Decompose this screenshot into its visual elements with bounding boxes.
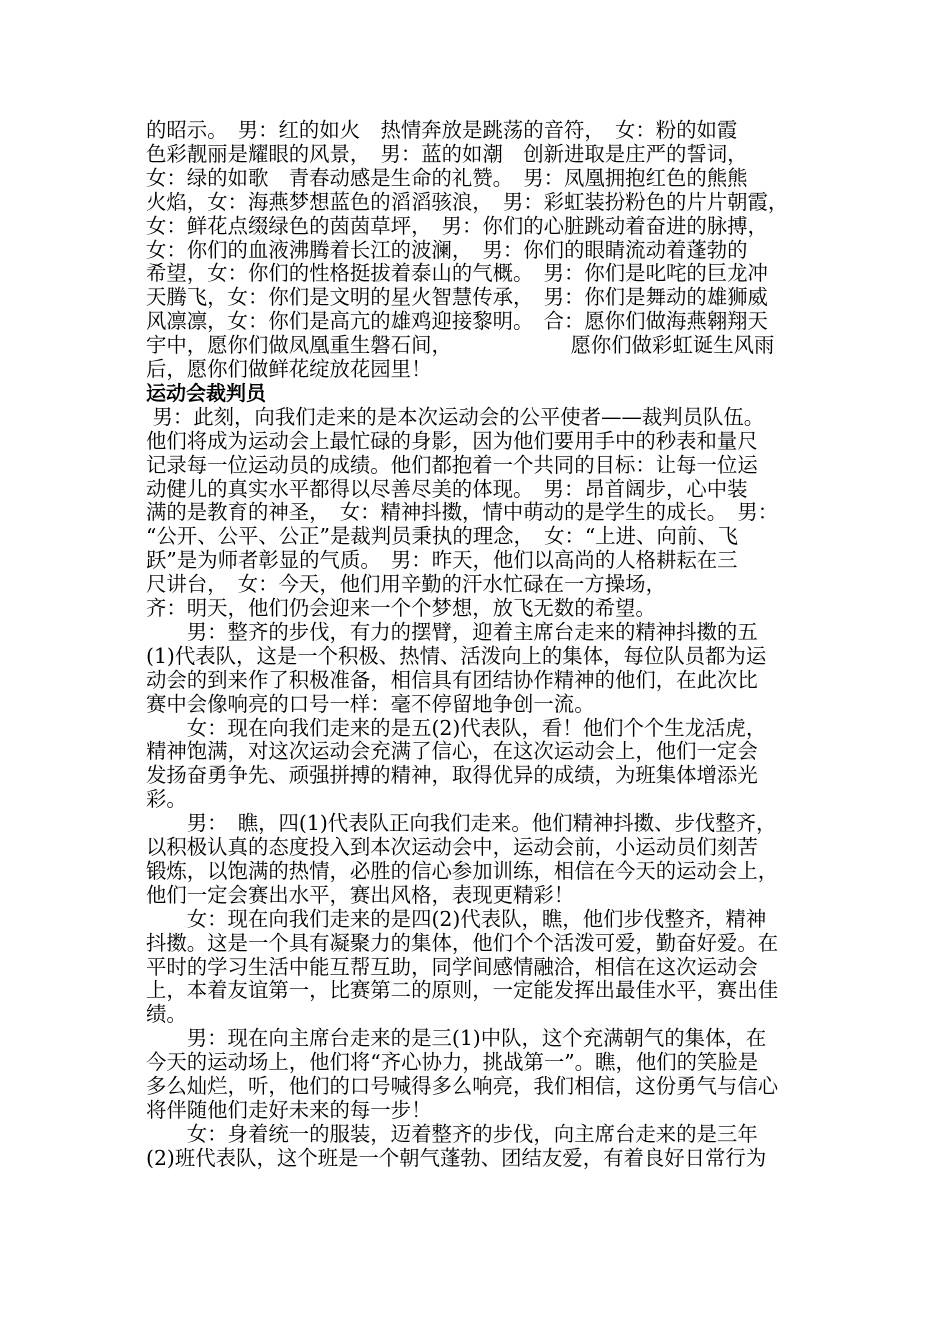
- text-line: 跃”是为师者彰显的气质。 男：昨天，他们以高尚的人格耕耘在三: [146, 548, 738, 573]
- text-line: 发扬奋勇争先、顽强拼搏的精神，取得优异的成绩，为班集体增添光: [146, 763, 758, 788]
- text-line: 女：鲜花点缀绿色的茵茵草坪， 男：你们的心脏跳动着奋进的脉搏，: [146, 213, 768, 238]
- text-line: 男：整齐的步伐，有力的摆臂，迎着主席台走来的精神抖擞的五: [146, 619, 758, 644]
- text-line: 抖擞。这是一个具有凝聚力的集体，他们个个活泼可爱，勤奋好爱。在: [146, 930, 779, 955]
- text-line: 女：身着统一的服装，迈着整齐的步伐，向主席台走来的是三年: [146, 1121, 758, 1146]
- text-line: 后，愿你们做鲜花绽放花园里！: [146, 357, 432, 381]
- text-line: 尺讲台， 女：今天，他们用辛勤的汗水忙碌在一方操场，: [146, 572, 666, 597]
- text-line: 上，本着友谊第一，比赛第二的原则，一定能发挥出最佳水平，赛出佳: [146, 978, 779, 1003]
- text-line: (1)代表队，这是一个积极、热情、活泼向上的集体，每位队员都为运: [146, 643, 767, 668]
- text-line: 动健儿的真实水平都得以尽善尽美的体现。 男：昂首阔步，心中装: [146, 476, 748, 501]
- text-line: 彩。: [146, 787, 187, 812]
- text-line: 男：现在向主席台走来的是三(1)中队，这个充满朝气的集体，在: [146, 1026, 767, 1051]
- text-line: 他们一定会赛出水平，赛出风格，表现更精彩！: [146, 882, 575, 907]
- text-line: 女：你们的血液沸腾着长江的波澜， 男：你们的眼睛流动着蓬勃的: [146, 237, 748, 262]
- text-line: 希望，女：你们的性格挺拔着泰山的气概。 男：你们是叱咤的巨龙冲: [146, 261, 768, 286]
- text-line: 绩。: [146, 1002, 187, 1027]
- text-line: 满的是教育的神圣， 女：精神抖擞，情中萌动的是学生的成长。 男：: [146, 500, 779, 525]
- text-line: (2)班代表队，这个班是一个朝气蓬勃、团结友爱，有着良好日常行为: [146, 1145, 767, 1170]
- text-line: 齐：明天，他们仍会迎来一个个梦想，放飞无数的希望。: [146, 596, 656, 620]
- section-heading: 运动会裁判员: [146, 380, 266, 405]
- text-line: 今天的运动场上，他们将“齐心协力，挑战第一”。瞧，他们的笑脸是: [146, 1050, 759, 1075]
- text-line: 色彩靓丽是耀眼的风景， 男：蓝的如潮 创新进取是庄严的誓词，: [146, 141, 748, 166]
- text-line: 记录每一位运动员的成绩。他们都抱着一个共同的目标：让每一位运: [146, 452, 758, 477]
- text-line: 女：现在向我们走来的是四(2)代表队，瞧，他们步伐整齐，精神: [146, 906, 767, 931]
- text-line: 多么灿烂，听，他们的口号喊得多么响亮，我们相信，这份勇气与信心: [146, 1074, 779, 1098]
- text-line: 将伴随他们走好未来的每一步！: [146, 1097, 432, 1122]
- text-line: 锻炼，以饱满的热情，必胜的信心参加训练，相信在今天的运动会上，: [146, 858, 779, 883]
- text-line: 女：绿的如歌 青春动感是生命的礼赞。 男：凤凰拥抱红色的熊熊: [146, 165, 748, 190]
- text-line: 天腾飞，女：你们是文明的星火智慧传承， 男：你们是舞动的雄狮威: [146, 285, 768, 310]
- text-line: 男： 瞧，四(1)代表队正向我们走来。他们精神抖擞、步伐整齐，: [146, 811, 777, 836]
- text-line: 他们将成为运动会上最忙碌的身影，因为他们要用手中的秒表和量尺: [146, 428, 758, 453]
- text-line: “公开、公平、公正”是裁判员秉执的理念， 女：“上进、向前、飞: [146, 524, 739, 549]
- text-line: 风凛凛，女：你们是高亢的雄鸡迎接黎明。 合：愿你们做海燕翱翔天: [146, 309, 768, 334]
- text-line: 宇中，愿你们做凤凰重生磐石间， 愿你们做彩虹诞生风雨: [146, 333, 775, 358]
- text-line: 平时的学习生活中能互帮互助，同学间感情融洽，相信在这次运动会: [146, 954, 758, 979]
- text-line: 女：现在向我们走来的是五(2)代表队，看！他们个个生龙活虎，: [146, 715, 767, 740]
- text-line: 男：此刻，向我们走来的是本次运动会的公平使者——裁判员队伍。: [146, 404, 765, 429]
- text-line: 动会的到来作了积极准备，相信具有团结协作精神的他们，在此次比: [146, 667, 758, 692]
- text-line: 精神饱满，对这次运动会充满了信心，在这次运动会上，他们一定会: [146, 739, 758, 764]
- text-line: 火焰，女：海燕梦想蓝色的滔滔骇浪， 男：彩虹装扮粉色的片片朝霞，: [146, 189, 789, 214]
- text-line: 赛中会像响亮的口号一样：毫不停留地争创一流。: [146, 691, 595, 716]
- text-line: 的昭示。 男：红的如火 热情奔放是跳荡的音符， 女：粉的如霞: [146, 118, 738, 142]
- text-line: 以积极认真的态度投入到本次运动会中，运动会前，小运动员们刻苦: [146, 835, 758, 859]
